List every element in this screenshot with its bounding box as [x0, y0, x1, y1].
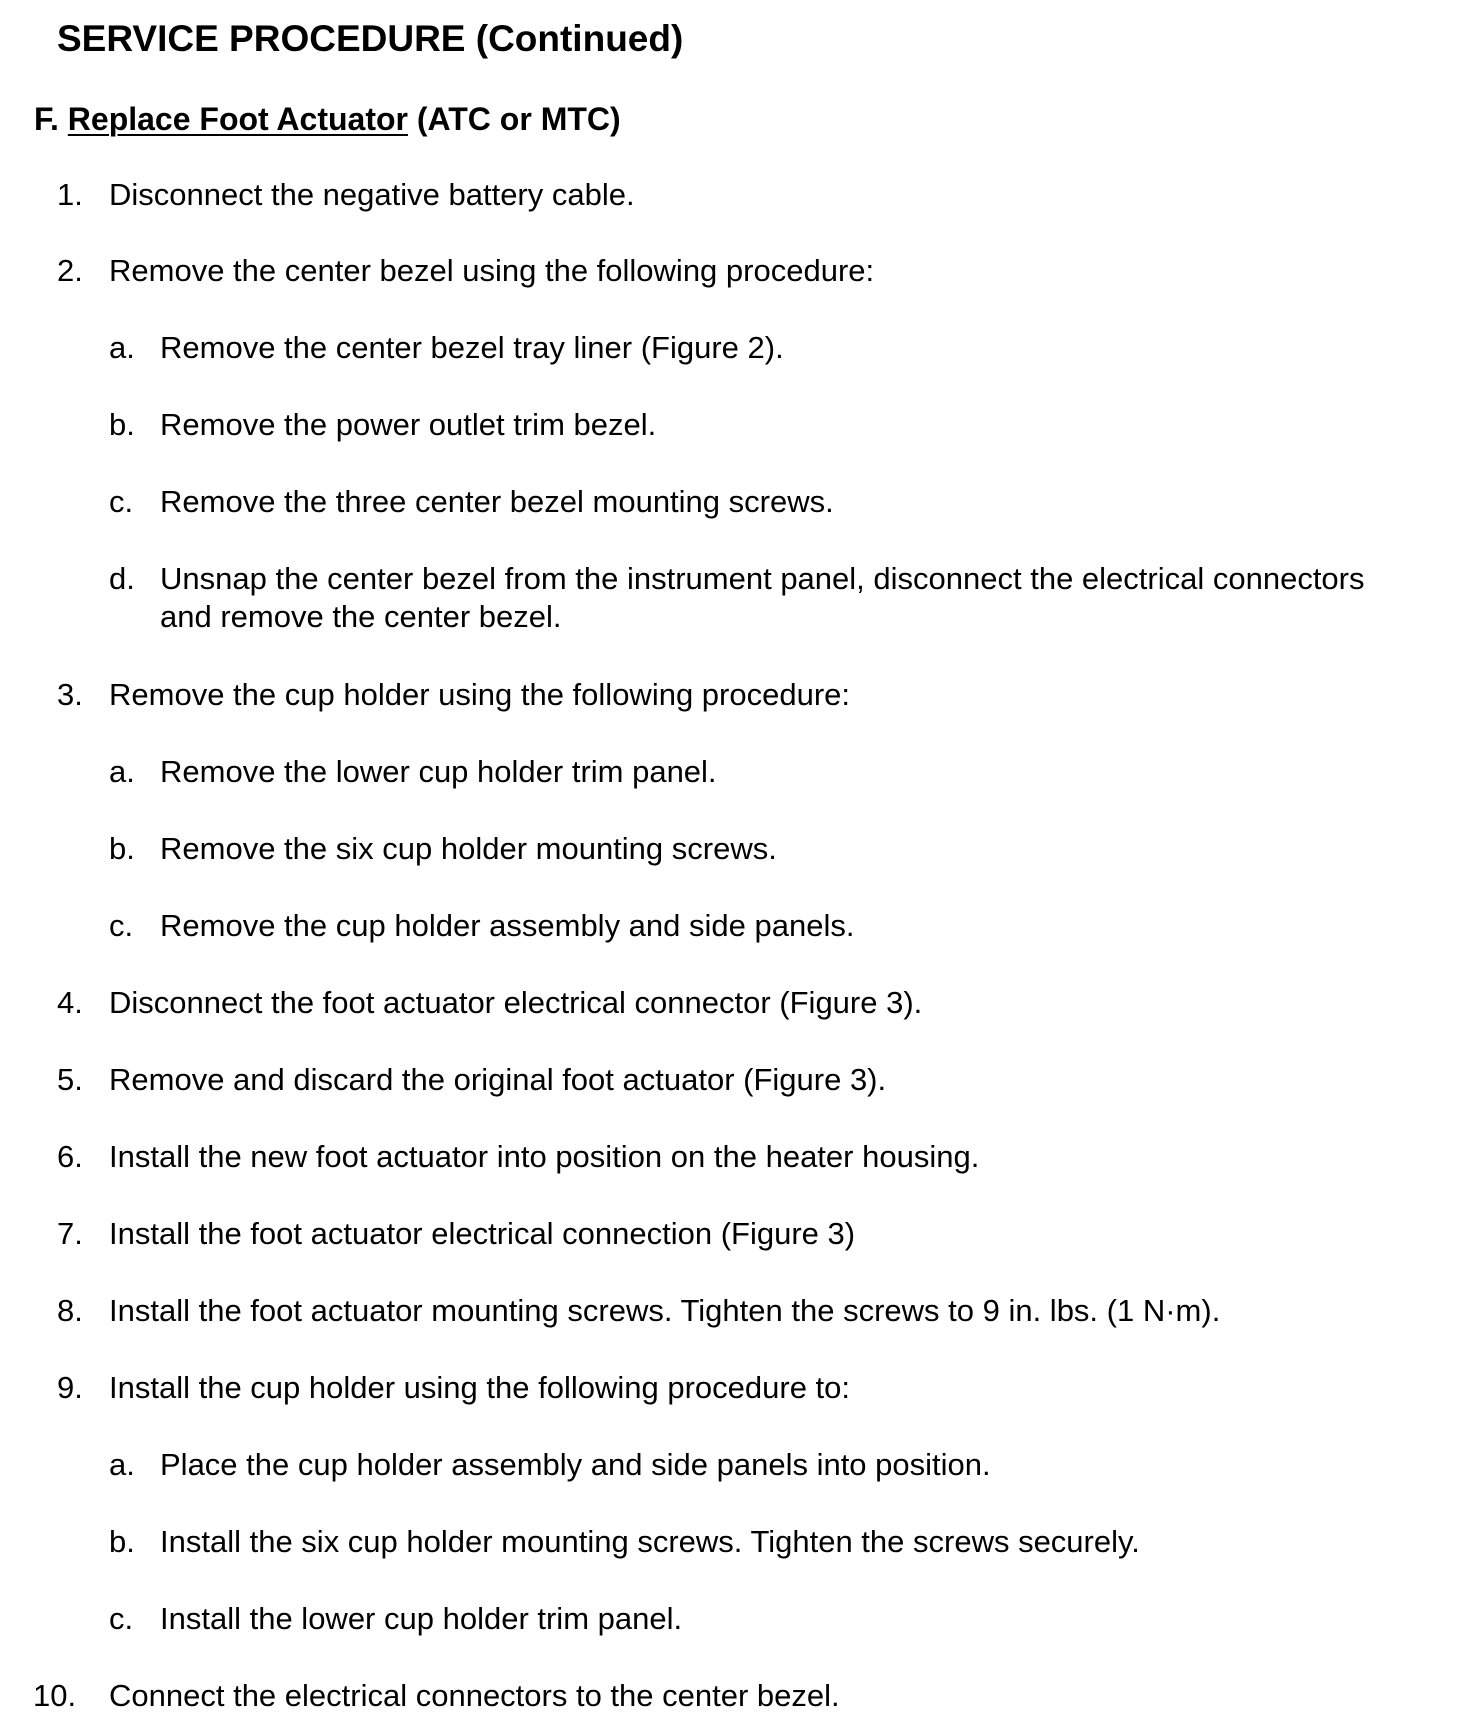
substep-letter: c. [109, 484, 134, 519]
section-heading [34, 101, 621, 138]
step-number: 7. [57, 1216, 83, 1251]
step-number: 3. [57, 677, 83, 712]
substep-letter: b. [109, 407, 135, 442]
substep-text: Remove the six cup holder mounting screws. [160, 831, 777, 866]
document-title: SERVICE PROCEDURE (Continued) [57, 18, 684, 59]
substep-text: Install the six cup holder mounting screws. Tighten the screws securely. [160, 1524, 1140, 1559]
substep-letter: a. [109, 754, 135, 789]
substep-text: Remove the cup holder assembly and side panels. [160, 908, 855, 943]
step-text: Install the foot actuator mounting screws. Tighten the screws to 9 in. lbs. (1 N·m). [109, 1293, 1221, 1328]
step-number: 8. [57, 1293, 83, 1328]
substep-text-line: Unsnap the center bezel from the instrument panel, disconnect the electrical connectors [160, 561, 1365, 596]
section-title: Replace Foot Actuator [67, 101, 408, 137]
step-text: Connect the electrical connectors to the center bezel. [109, 1678, 840, 1713]
substep-letter: b. [109, 1524, 135, 1559]
substep-letter: c. [109, 908, 134, 943]
step-number: 2. [57, 253, 83, 288]
substep-letter: a. [109, 330, 135, 365]
substep-text [160, 560, 1365, 636]
substep-text: Remove the lower cup holder trim panel. [160, 754, 717, 789]
step-number: 5. [57, 1062, 83, 1097]
substep-text: Remove the power outlet trim bezel. [160, 407, 657, 442]
step-text: Install the new foot actuator into position on the heater housing. [109, 1139, 980, 1174]
substep-text: Remove the three center bezel mounting screws. [160, 484, 834, 519]
substep-letter: b. [109, 831, 135, 866]
step-number: 10. [33, 1678, 77, 1713]
substep-letter: c. [109, 1601, 134, 1636]
substep-text: Place the cup holder assembly and side panels into position. [160, 1447, 991, 1482]
step-text: Install the cup holder using the following procedure to: [109, 1370, 851, 1405]
substep-letter: d. [109, 561, 135, 596]
substep-letter: a. [109, 1447, 135, 1482]
substep-text: Install the lower cup holder trim panel. [160, 1601, 683, 1636]
step-number: 1. [57, 177, 83, 212]
step-number: 9. [57, 1370, 83, 1405]
section-letter: F. [34, 101, 59, 137]
step-text: Remove the cup holder using the following procedure: [109, 677, 851, 712]
step-text: Remove the center bezel using the following procedure: [109, 253, 875, 288]
step-text: Remove and discard the original foot actuator (Figure 3). [109, 1062, 887, 1097]
section-title-suffix: (ATC or MTC) [416, 101, 621, 137]
substep-text: Remove the center bezel tray liner (Figure 2). [160, 330, 784, 365]
step-text: Disconnect the foot actuator electrical connector (Figure 3). [109, 985, 923, 1020]
step-text: Install the foot actuator electrical connection (Figure 3) [109, 1216, 856, 1251]
substep-text-line: and remove the center bezel. [160, 599, 562, 634]
step-number: 6. [57, 1139, 83, 1174]
step-text: Disconnect the negative battery cable. [109, 177, 635, 212]
step-number: 4. [57, 985, 83, 1020]
